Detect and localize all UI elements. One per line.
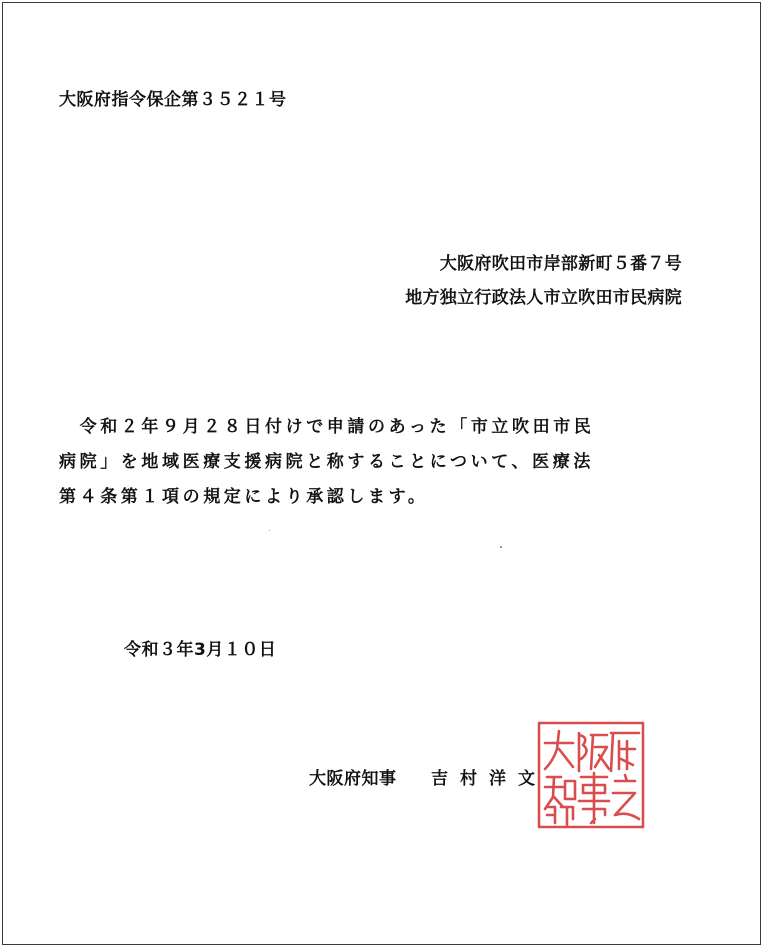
- body-line: 令和２年９月２８日付けで申請のあった「市立吹田市民: [59, 417, 595, 437]
- issue-date: 令和３年3月１０日: [124, 640, 277, 660]
- recipient-address: 大阪府吹田市岸部新町５番７号: [439, 254, 682, 274]
- recipient-name: 地方独立行政法人市立吹田市民病院: [405, 288, 682, 308]
- document-page: [2, 2, 761, 945]
- signatory-title: 大阪府知事: [309, 769, 397, 789]
- scan-speck: [500, 546, 502, 548]
- body-line: 第４条第１項の規定により承認します。: [59, 487, 429, 507]
- approval-text: [59, 410, 709, 515]
- scan-speck: [269, 530, 270, 531]
- signatory-name: 吉村洋文: [431, 769, 547, 789]
- official-seal-icon: [535, 719, 647, 831]
- order-number: 大阪府指令保企第３５２１号: [59, 90, 287, 110]
- body-line: 病院」を地域医療支援病院と称することについて、医療法: [59, 452, 594, 472]
